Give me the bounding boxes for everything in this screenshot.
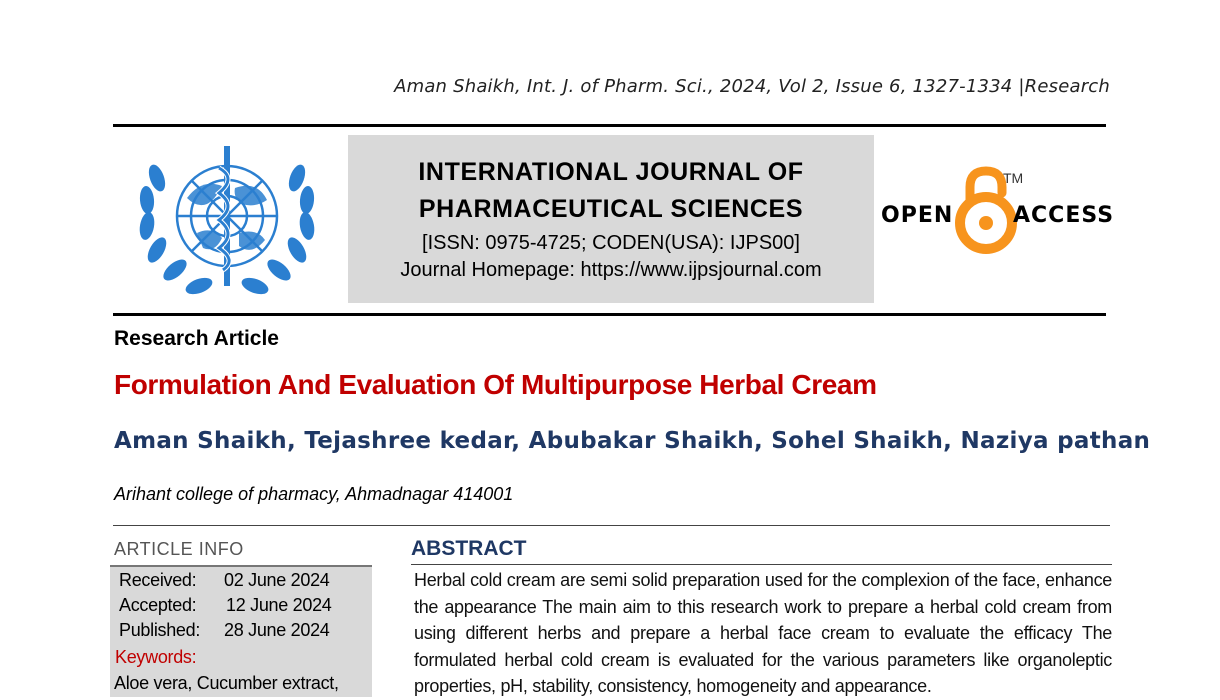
published-row <box>119 620 330 641</box>
top-rule <box>113 124 1106 127</box>
abstract-rule <box>411 564 1112 565</box>
journal-banner <box>348 135 874 303</box>
article-authors: Aman Shaikh, Tejashree kedar, Abubakar Shaikh, Sohel Shaikh, Naziya pathan <box>114 428 1151 454</box>
accepted-label: Accepted: <box>119 595 197 615</box>
received-label: Received: <box>119 570 197 590</box>
received-row <box>119 570 330 591</box>
accepted-value: 12 June 2024 <box>226 595 332 615</box>
article-title: Formulation And Evaluation Of Multipurpose Herbal Cream <box>114 369 877 400</box>
citation-header: Aman Shaikh, Int. J. of Pharm. Sci., 2024, Vol 2, Issue 6, 1327-1334 |Research <box>394 76 1110 97</box>
journal-issn: [ISSN: 0975-4725; CODEN(USA): IJPS00] <box>422 232 800 254</box>
journal-name-line1: INTERNATIONAL JOURNAL OF <box>418 158 804 186</box>
open-access-open-text: OPEN <box>881 203 954 228</box>
published-value: 28 June 2024 <box>224 620 330 640</box>
article-info-heading: ARTICLE INFO <box>114 539 244 559</box>
keywords-label: Keywords: <box>115 647 197 667</box>
received-value: 02 June 2024 <box>224 570 330 590</box>
keywords-value: Aloe vera, Cucumber extract, <box>114 673 339 693</box>
journal-homepage: Journal Homepage: https://www.ijpsjournal.com <box>400 259 822 281</box>
accepted-row <box>119 595 332 616</box>
abstract-text: Herbal cold cream are semi solid preparation used for the complexion of the face, enhance the appearance The main aim to this research work to prepare a herbal cold cream from using different herbs and prepare a herbal face cream to evaluate the efficacy The formulated herbal cold cream is evaluated for the various parameters like organoleptic properties, pH, stability, consistency, homogeneity and appearance. <box>414 570 1112 696</box>
article-affiliation: Arihant college of pharmacy, Ahmadnagar 414001 <box>114 484 514 504</box>
journal-name-line2: PHARMACEUTICAL SCIENCES <box>418 195 804 223</box>
abstract-heading: ABSTRACT <box>411 537 527 560</box>
section-divider <box>113 525 1110 526</box>
published-label: Published: <box>119 620 201 640</box>
article-type: Research Article <box>114 327 279 350</box>
open-access-tm: TM <box>1003 170 1024 186</box>
journal-emblem-icon <box>127 138 327 306</box>
article-info-box <box>110 565 372 697</box>
open-access-access-text: ACCESS <box>1013 203 1115 228</box>
header-bottom-rule <box>113 313 1106 316</box>
